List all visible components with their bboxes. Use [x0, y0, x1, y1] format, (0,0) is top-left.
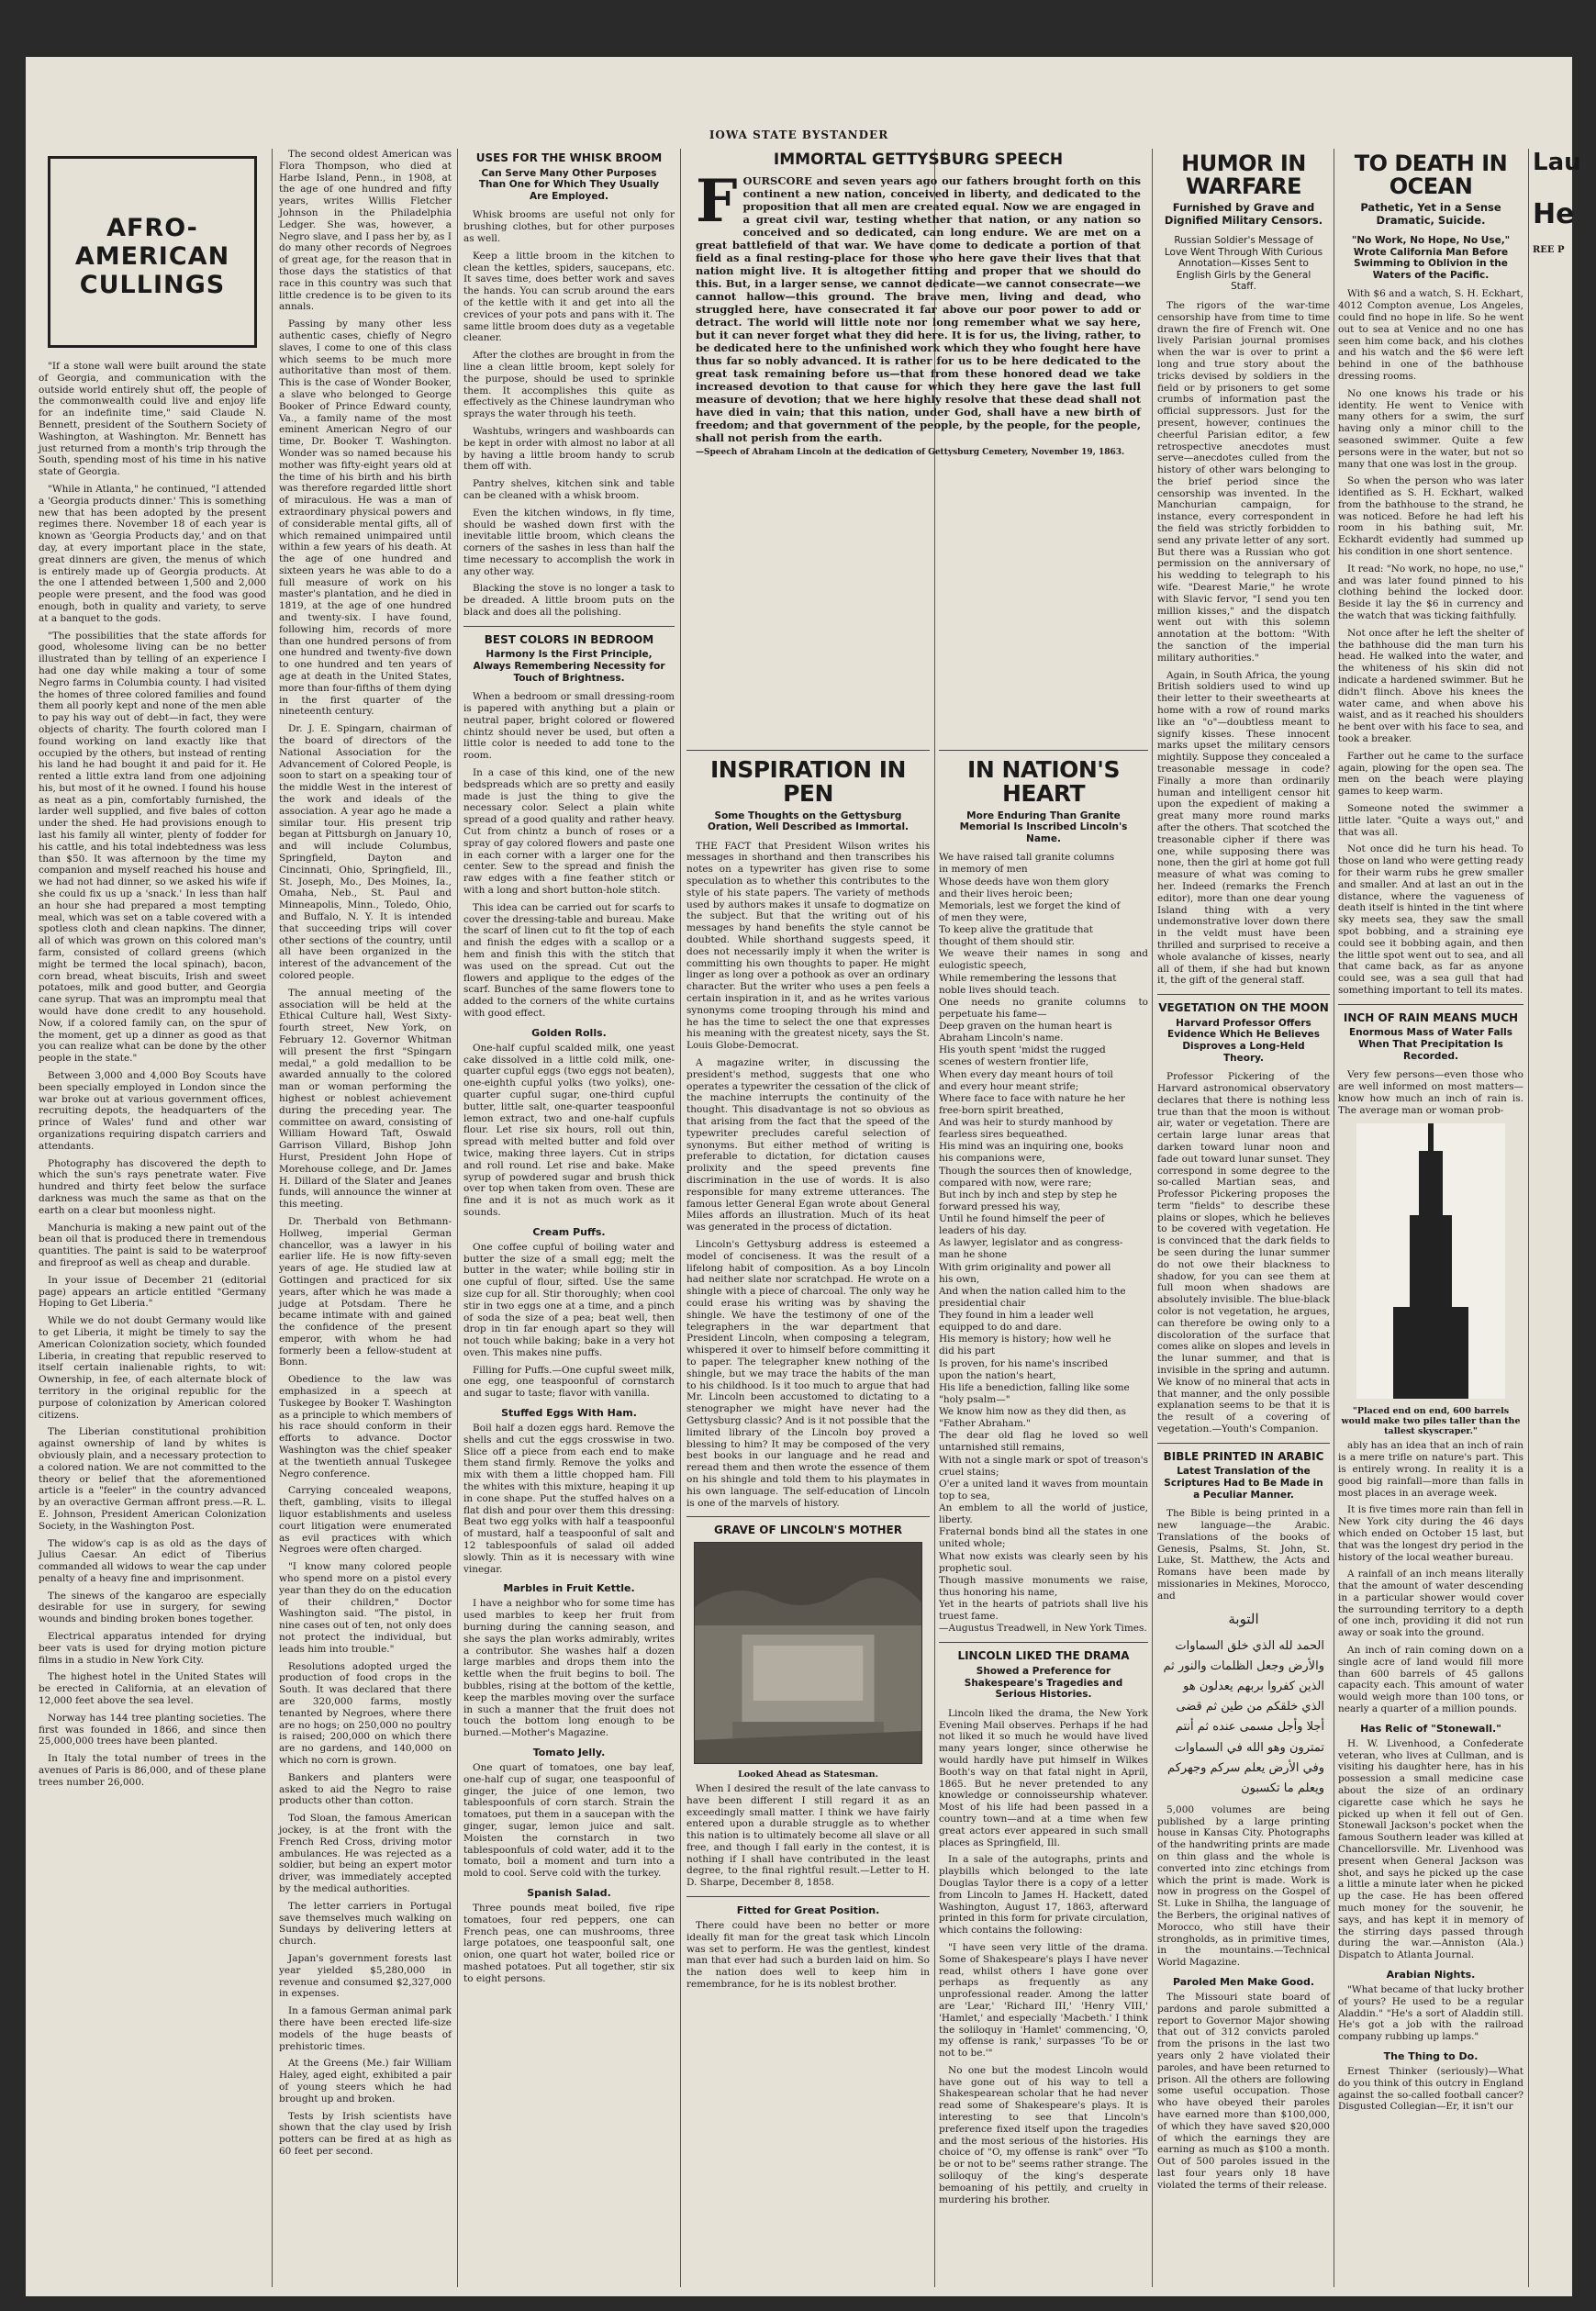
- paragraph: —Augustus Treadwell, in New York Times.: [939, 1623, 1147, 1635]
- paragraph: After the clothes are brought in from the line a clean little broom, kept solely for the purpose, should be used to sprinkle them. It accomplishes this quite as effectively as the Chinese laundryman who sprays the water through his teeth.: [463, 350, 675, 420]
- divider: [463, 626, 675, 627]
- edge-frag-2: He: [1533, 198, 1575, 230]
- paragraph: The annual meeting of the association will be held at the Ethical Culture hall, West Sixty-fourth street, New York, on February 12. Governor Whitman will present the first "Spingarn medal," a gold medallion to be awarded annually to the colored man or woman performing the highest or noblest achievement during the preceding year. The committee on award, consisting of William Howard Taft, Oswald Garrison Villard, Bishop John Hurst, President John Hope of Morehouse college, and Dr. James H. Dillard of the Slater and Jeanes funds, will announce the winner at this meeting.: [279, 987, 452, 1211]
- paragraph: In a famous German animal park there have been erected life-size models of the huge beasts of prehistoric times.: [279, 2005, 452, 2052]
- paragraph: Washtubs, wringers and washboards can be kept in order with almost no labor at all by having a little broom handy to scrub them off with.: [463, 425, 675, 473]
- paragraph: It read: "No work, no hope, no use," and was later found pinned to his clothing behind the locked door. Beside it lay the $6 in currency and the watch that was ticking faithfully.: [1338, 563, 1523, 622]
- paragraph: equipped to do and dare.: [939, 1322, 1062, 1334]
- paragraph: Whisk brooms are useful not only for brushing clothes, but for other purposes as well.: [463, 209, 675, 244]
- arabian-text: "What became of that lucky brother of yours? He used to be a regular Aladdin." "He's a sort of Aladdin still. He's got a job with the railroad company rubbing up lamps.": [1338, 1984, 1523, 2043]
- lincoln-drama-body: [939, 1708, 1148, 2206]
- bible-text: The Bible is being printed in a new language—the Arabic. Translations of the books of Genesis, Psalms, St. John, St. Luke, St. Matthew, the Acts and Romans have been made by missionaries in Mekines, Morocco, and: [1157, 1508, 1330, 1602]
- subhead-arabian: Arabian Nights.: [1386, 1969, 1476, 1981]
- newspaper-page: [26, 57, 1581, 2296]
- headline-best-colors: BEST COLORS IN BEDROOM: [484, 632, 654, 646]
- paragraph: A magazine writer, in discussing the president's method, suggests that one who operates a typewriter the cessation of the click of the machine interrupts the continuity of the thought. This disadvantage is not so obvious as that arising from the fact that the speed of the typewriter precludes careful selection of synonyms. But either method of writing is preferable to dictation, for dictation causes prolixity and the speed prevents fine discrimination in the use of words. It is also responsible for many extreme utterances. The famous letter General Egan wrote about General Miles affords an illustration. Much of its heat was generated in the process of dictation.: [686, 1057, 930, 1234]
- rain-body: [1338, 1440, 1523, 1715]
- column-rule: [1152, 149, 1153, 2287]
- deck-best-colors: Harmony Is the First Principle, Always Remembering Necessity for Touch of Brightness.: [473, 649, 665, 684]
- paragraph: While remembering the lessons that: [939, 972, 1117, 984]
- divider: [939, 1642, 1148, 1643]
- paragraph: forward pressed his way,: [939, 1200, 1061, 1212]
- paragraph: noble lives should teach.: [939, 984, 1060, 996]
- paragraph: Dr. J. E. Spingarn, chairman of the board of directors of the National Association for the Advancement of Colored People, is soon to start on a speaking tour of the middle West in the interest of the work and ideals of the association. A year ago he made a similar tour. His present trip began at Pittsburgh on January 10, and will include Columbus, Springfield, Dayton and Cincinnati, Ohio, Springfield, Ill., St. Joseph, Mo., Des Moines, Ia., Omaha, Neb., St. Paul and Minneapolis, Minn., Toledo, Ohio, and Buffalo, N. Y. It is intended that succeeding trips will cover other sections of the country, until all have been organized in the interest of the advancement of the colored people.: [279, 723, 452, 981]
- recipe-spanish-salad: Three pounds meat boiled, five ripe tomatoes, four red peppers, one can French peas, one can mushrooms, three large potatoes, one teaspoonful salt, one onion, one quart hot water, boiled rice or mashed potatoes. Put all together, stir six to eight persons.: [463, 1902, 675, 1984]
- column-4: [686, 750, 930, 2287]
- paragraph: Fraternal bonds bind all the states in one united whole;: [939, 1526, 1148, 1550]
- paragraph: In a case of this kind, one of the new bedspreads which are so pretty and easily made is just the thing to give the necessary color. Select a plain white spread of a good quality and rather heavy. Cut from chintz a bunch of roses or a spray of gay colored flowers and paste one in each corner with a larger one for the center. Sew to the spread and finish the raw edges with a fine feather stitch or with a long and short button-hole stitch.: [463, 767, 675, 896]
- headline-whisk-broom: USES FOR THE WHISK BROOM: [475, 151, 663, 164]
- paragraph: Someone noted the swimmer a little later. "Quite a ways out," and that was all.: [1338, 803, 1523, 838]
- divider: [939, 750, 1148, 751]
- paragraph: Resolutions adopted urged the production of food crops in the South. It was declared that there are 320,000 farms, mostly tenanted by Negroes, where there are no hogs; on 250,000 no poultry is raised; 200,000 on which there are no gardens, and 140,000 on which no corn is grown.: [279, 1660, 452, 1766]
- paragraph: In your issue of December 21 (editorial page) appears an article entitled "Germany Hoping to Get Liberia.": [39, 1274, 266, 1310]
- paragraph: Memorials, lest we forget the kind of: [939, 899, 1121, 911]
- arabic-sample: الحمد لله الذي خلق السماوات والأرض وجعل الظلمات والنور ثم الذين كفروا بربهم يعدلون هو الذي خلقكم من طين ثم قضى أجلا وأجل مسمى عنده ثم أنتم تمترون وهو الله في السماوات وفي الأرض يعلم سركم وجهركم ويعلم ما تكسبون: [1163, 1639, 1324, 1795]
- subhead-golden-rolls: Golden Rolls.: [531, 1026, 607, 1039]
- paragraph: To keep alive the gratitude that: [939, 924, 1093, 936]
- paragraph: Farther out he came to the surface again, plowing for the open sea. The men on the beach were playing games to keep warm.: [1338, 750, 1523, 798]
- paragraph: "I have seen very little of the drama. Some of Shakespeare's plays I have never read, whilst others I have gone over perhaps as frequently as any unprofessional reader. Among the latter are 'Lear,' 'Richard III,' 'Henry VIII,' 'Hamlet,' and especially 'Macbeth.' I think the soliloquy in 'Hamlet' commencing, 'O, my offense is rank,' surpasses 'To be or not to be.'": [939, 1941, 1148, 2060]
- paragraph: O'er a united land it waves from mountain top to sea,: [939, 1478, 1148, 1502]
- headline-inspiration-in-pen: INSPIRATION IN PEN: [710, 756, 906, 808]
- edge-frag-3: REE P: [1533, 245, 1565, 255]
- paragraph: Again, in South Africa, the young British soldiers used to wind up their letter to their sweethearts at home with a row of round marks like an "o"—doubtless meant to signify kisses. These innocent marks upset the military censors mightily. Suppose they concealed a treasonable message in code? Finally a more than ordinarily human and intelligent censor hit upon the expedient of making a great many more round marks after the others. That scotched the treasonable cipher if there was one, while supposing there was none, then the girl at home got full measure of what was coming to her. Indeed (remarks the French editor), more than one dear young Island thing with a very undemonstrative lover down there in the veldt must have been thrilled and surprised to receive a whole avalanche of kisses, nearly all of them, if she had but known it, the gift of the general staff.: [1157, 669, 1330, 987]
- recipe-stuffed-eggs: Boil half a dozen eggs hard. Remove the shells and cut the eggs crosswise in two. Slice off a piece from each end to make them stand firmly. Remove the yolks and mix with them a little chopped ham. Fill the whites with this mixture, heaping it up in cone shape. Put the stuffed halves on a flat dish and pour over them this dressing: Beat two egg yolks with half a teaspoonful of mustard, half a teaspoonful of salt and 12 tablespoonfuls of salad oil added slowly. Thin as it is necessary with wine vinegar.: [463, 1423, 675, 1575]
- paragraph: Abraham Lincoln's name.: [939, 1033, 1064, 1044]
- paragraph: When every day meant hours of toil: [939, 1068, 1113, 1080]
- paragraph: Though massive monuments we raise, thus honoring his name,: [939, 1574, 1148, 1598]
- rain-text-1: Very few persons—even those who are well informed on most matters—know how much an inch of rain is. The average man or woman prob-: [1338, 1069, 1523, 1116]
- paragraph: "Father Abraham.": [939, 1418, 1031, 1430]
- masthead: IOWA STATE BYSTANDER: [709, 128, 889, 141]
- paragraph: Pantry shelves, kitchen sink and table can be cleaned with a whisk broom.: [463, 478, 675, 501]
- gettysburg-speech: [696, 166, 1141, 458]
- paragraph: The dear old flag he loved so well untarnished still remains,: [939, 1430, 1148, 1454]
- column-3: [463, 149, 675, 2287]
- paragraph: "The possibilities that the state affords for good, wholesome living can be no better illustrated than by telling of an experience I had one day while making a tour of some Negro farms in Columbia county. I had visited the homes of three colored families and found them all poorly kept and none of the men able to pay his way out of debt—in fact, they were objects of charity. The fourth colored man I found working on land exactly like that occupied by the others, but instead of renting his land he had bought it and paid for it. He rented a little extra land from one adjoining his, but most of it he owned. I found his house as neat as a pin, comfortably furnished, the larder well supplied, and five bales of cotton under the shed. He had provisions enough to last his family all winter, plenty of fodder for his cattle, and his total indebtedness was less than $50. It was afternoon by the time my companion and myself reached his house and we had not had dinner, so we asked his wife if she could fix us up a 'snack.' In less than half an hour she had prepared a most tempting meal, which was set on a table covered with a spotless cloth and clean napkins. The dinner, all of which was grown on this colored man's farm, consisted of collard greens (which might be termed the local spinach), bacon, corn bread, wheat biscuits, Irish and sweet potatoes, milk and good butter, and Georgia cane syrup. That was an impromptu meal that would have done credit to any household. Now, if a colored family can, on the spur of the moment, get up a dinner as good as that you can realize what can be done by the other people in the state.": [39, 630, 266, 1065]
- bible-continued: [1157, 1804, 1330, 1969]
- best-colors-body: [463, 691, 675, 1020]
- paragraph: Bankers and planters were asked to aid the Negro to raise products other than cotton.: [279, 1771, 452, 1807]
- subhead-tomato-jelly: Tomato Jelly.: [532, 1747, 606, 1758]
- paragraph: No one but the modest Lincoln would have gone out of his way to tell a Shakespearean scholar that he had never read some of Shakespeare's plays. It is interesting to see that Lincoln's preference fixed itself upon the tragedies and the most serious of the histories. His choice of "O, my offense is rank" over "To be or not to be" seems rather strange. The soliloquy of the king's desperate bemoaning of his pettily, and cruelty in murdering his brother.: [939, 2064, 1148, 2205]
- paragraph: upon the nation's heart,: [939, 1369, 1056, 1381]
- edge-fragment: [1533, 149, 1581, 883]
- speech-attribution: —Speech of Abraham Lincoln at the dedication of Gettysburg Cemetery, November 19, 1863.: [696, 448, 1125, 458]
- paragraph: Tests by Irish scientists have shown that the clay used by Irish potters can be fired at as high as 60 feet per second.: [279, 2110, 452, 2157]
- drop-cap: F: [696, 166, 738, 236]
- deck-death-ocean-b: "No Work, No Hope, No Use," Wrote California Man Before Swimming to Oblivion in the Waters of the Pacific.: [1351, 234, 1511, 281]
- arabic-title: التوبة: [1228, 1610, 1259, 1627]
- paragraph: "holy psalm—": [939, 1393, 1010, 1405]
- column-1: [39, 149, 266, 2287]
- paragraph: The letter carriers in Portugal save themselves much walking on Sundays by delivering letters at church.: [279, 1900, 452, 1948]
- paragraph: His mind was an inquiring one, books: [939, 1141, 1123, 1153]
- tower-base: [1393, 1307, 1468, 1399]
- paragraph: Lincoln's Gettysburg address is esteemed a model of conciseness. It was the result of a lifelong habit of composition. As a boy Lincoln had neither slate nor scratchpad. He wrote on a shingle with a piece of charcoal. The only way he could erase his writing was by shaving the shingle. We have the testimony of one of the telegraphers in the war department that President Lincoln, when composing a telegram, whispered it over to himself before committing it to paper. The telegrapher knew nothing of the shingle, but we may trace the habits of the man to his childhood. Is it too much to argue that had Mr. Lincoln been accustomed to dictating to a stenographer we might have never had the Gettysburg classic? And is it not possible that the limited library of the Lincoln boy proved a blessing to him? It may be composed of the very best books in our language and he read and reread them and then wrote the essence of them on his shingle and told them to his playmates in his own language. The self-education of Lincoln is one of the marvels of history.: [686, 1238, 930, 1509]
- death-ocean-body: [1338, 288, 1523, 996]
- fitted-text: There could have been no better or more ideally fit man for the great task which Lincoln was set to perform. He was the gentlest, kindest man that ever had such a burden laid on him. So the nation does well to keep him in remembrance, for he is its noblest brother.: [686, 1920, 930, 1991]
- headline-nations-heart: IN NATION'S HEART: [967, 756, 1120, 808]
- paragraph: Photography has discovered the depth to which the sun's rays penetrate water. Five hundred and thirty feet below the surface darkness was much the same as that on the earth on a clear but moonless night.: [39, 1157, 266, 1216]
- paragraph: Until he found himself the peer of: [939, 1213, 1105, 1225]
- paragraph: and every hour meant strife;: [939, 1080, 1079, 1092]
- paragraph: And was heir to sturdy manhood by: [939, 1117, 1113, 1129]
- subhead-paroled: Paroled Men Make Good.: [1172, 1975, 1315, 1988]
- paragraph: But inch by inch and step by step he: [939, 1189, 1118, 1200]
- paragraph: They found in him a leader well: [939, 1310, 1094, 1322]
- paragraph: Not once after he left the shelter of the bathhouse did the man turn his head. He walked into the water, and the whiteness of his skin did not indicate a hardened swimmer. But he didn't flinch. Above his knees the water came, and when above his waist, and as it reached his shoulders he bent over with his face to sea, and took a breaker.: [1338, 627, 1523, 745]
- subhead-marbles: Marbles in Fruit Kettle.: [503, 1582, 635, 1595]
- paragraph: A rainfall of an inch means literally that the amount of water descending in a particular shower would cover the surrounding territory to a depth of one inch, providing it did not run away or soak into the ground.: [1338, 1569, 1523, 1639]
- paragraph: Even the kitchen windows, in fly time, should be washed down first with the inevitable little broom, which cleans the corners of the sashes in less than half the time necessary to accomplish the work in any other way.: [463, 507, 675, 577]
- paragraph: his companions were,: [939, 1153, 1045, 1165]
- paragraph: Manchuria is making a new paint out of the bean oil that is produced there in tremendous quantities. The paint is said to be waterproof and fireproof as well as cheap and durable.: [39, 1222, 266, 1268]
- paragraph: The widow's cap is as old as the days of Julius Caesar. An edict of Tiberius commanded all widows to wear the cap under penalty of a heavy fine and imprisonment.: [39, 1537, 266, 1584]
- paragraph: Tod Sloan, the famous American jockey, is at the front with the French Red Cross, driving motor ambulances. He was rejected as a soldier, but being an expert motor driver, was immediately accepted by the medical authorities.: [279, 1813, 452, 1894]
- headline-lincoln-drama: LINCOLN LIKED THE DRAMA: [957, 1649, 1130, 1663]
- paragraph: Not once did he turn his head. To those on land who were getting ready for their warm rubs he grew smaller and smaller. And at last an out in the distance, where the vagueness of death itself is hinted in the tint where sky meets sea, they saw the small spot bobbing, and a straining eye could see it bobbing again, and then the little spot went out to sea, and all that came back, as far as anyone could see, was a sea gull that had something important to tell its mates.: [1338, 843, 1523, 996]
- deck-lincoln-drama: Showed a Preference for Shakespeare's Tragedies and Serious Histories.: [964, 1666, 1123, 1701]
- paragraph: We know him now as they did then, as: [939, 1406, 1126, 1418]
- paragraph: Passing by many other less authentic cases, chiefly of Negro slaves, I come to one of this class which seems to be much more authoritative than most of them. This is the case of Wonder Booker, a slave who belonged to George Booker of Prince Edward county, Va., a family name of the most eminent American Negro of our time, Dr. Booker T. Washington. Wonder was so named because his mother was fifty-eight years old at the time of his birth and his birth was therefore regarded little short of miraculous. He was a man of extraordinary physical powers and of considerable mental gifts, all of which remained unimpaired until within a few years of his death. At the age of one hundred and sixteen years he was able to do a full measure of work on his master's plantation, and he died in 1819, at the age of one hundred and twenty-six. I have found, following him, records of more than one hundred persons of from one hundred and twenty-five down to one hundred and ten years of age at death in the United States, more than four-fifths of them dying in the first quarter of the nineteenth century.: [279, 318, 452, 718]
- paragraph: of men they were,: [939, 911, 1028, 923]
- paragraph: and their lives heroic been;: [939, 888, 1073, 899]
- recipe-cream-puffs: One coffee cupful of boiling water and butter the size of a small egg; melt the butter in the water; while boiling stir in one cupful of flour, sifted. Use the same size cup for all. Stir thoroughly; when cool stir in two eggs one at a time, and a pinch of soda the size of a pea; beat well, then drop in tin far enough apart so they will not touch while baking; bake in a very hot oven. This makes nine puffs.: [463, 1241, 675, 1358]
- edge-frag-1: Lau: [1533, 149, 1581, 176]
- paragraph: Electrical apparatus intended for drying beer vats is used for drying motion picture films in a studio in New York City.: [39, 1631, 266, 1666]
- vegetation-body: [1157, 1071, 1330, 1435]
- paragraph: in memory of men: [939, 864, 1028, 876]
- paragraph: "While in Atlanta," he continued, "I attended a 'Georgia products dinner.' This is something new that has been adopted by the present regimes there. November 18 of each year is known as 'Georgia Products day,' and on that day, at every important place in the state, great dinners are given, the menus of which is entirely made up of Georgia products. At the one I attended between 1,500 and 2,000 people were present, and the food was good enough, both in quality and variety, to serve at a banquet to the gods.: [39, 483, 266, 624]
- afro-american-cullings-box: [48, 156, 257, 348]
- column-rule: [1528, 149, 1529, 2287]
- paragraph: Yet in the hearts of patriots shall live his truest fame.: [939, 1599, 1148, 1623]
- headline-inch-rain: INCH OF RAIN MEANS MUCH: [1343, 1010, 1519, 1024]
- subhead-spanish-salad: Spanish Salad.: [527, 1886, 611, 1899]
- deck-death-ocean: Pathetic, Yet in a Sense Dramatic, Suicide.: [1360, 201, 1501, 228]
- deck-bible-arabic: Latest Translation of the Scriptures Had to Be Made in a Peculiar Manner.: [1164, 1466, 1323, 1501]
- paragraph: presidential chair: [939, 1297, 1026, 1309]
- deck-inspiration: Some Thoughts on the Gettysburg Oration, Well Described as Immortal.: [707, 809, 910, 833]
- subhead-thing-to-do: The Thing to Do.: [1383, 2049, 1479, 2062]
- paragraph: man he shone: [939, 1249, 1008, 1261]
- divider: [686, 750, 930, 751]
- deck-nations-heart: More Enduring Than Granite Memorial Is Inscribed Lincoln's Name.: [959, 809, 1128, 844]
- paragraph: Dr. Therbald von Bethmann-Hollweg, imperial German chancellor, was a lawyer in his earlier life. He is now fifty-seven years of age. He studied law at Gottingen and practiced for six years, after which he was made a judge at Potsdam. There he became intimate with and gained the confidence of the present emperor, with whom he had formerly been a fellow-student at Bonn.: [279, 1215, 452, 1368]
- speech-text: OURSCORE and seven years ago our fathers brought forth on this continent a new nation, conceived in liberty, and dedicated to the proposition that all men are created equal. Now we are engaged in a great civil war, testing whether that nation, or any nation so conceived and so dedicated, can long endure. We are met on a great battlefield of that war. We have come to dedicate a portion of that field as a final resting-place for those who here gave their lives that that nation might live. It is altogether fitting and proper that we should do this. But, in a larger sense, we cannot dedicate—we cannot consecrate—we cannot hallow—this ground. The brave men, living and dead, who struggled here, have consecrated it far above our poor power to add or detract. The world will little note nor long remember what we say here, but it can never forget what they did here. It is for us, the living, rather, to be dedicated here to the unfinished work which they who fought here have thus far so nobly advanced. It is rather for us to be here dedicated to the great task remaining before us—that from these honored dead we take increased devotion to that cause for which they here gave the last full measure of devotion; that we here highly resolve that these dead shall not have died in vain; that this nation, under God, shall have a new birth of freedom; and that government of the people, by the people, for the people, shall not perish from the earth.: [696, 173, 1141, 445]
- paragraph: Professor Pickering of the Harvard astronomical observatory declares that there is nothing less true than that the moon is without air, water or vegetation. There are certain large lunar areas that darken toward lunar noon and fade out toward lunar sunset. They correspond in some degree to the so-called Martian seas, and Professor Pickering proposes the term "fields" to describe these plains or slopes, which he believes to be covered with vegetation. He is convinced that the dark fields to be seen during the lunar summer do not owe their blackness to shadow, for you can see them at full moon when shadows are absolutely invisible. The blue-black color is not vegetation, he argues, can therefore be owing only to a discoloration of the surface that comes alike on slopes and levels in the lunar summer, and that is invisible in the spring and autumn. We know of no mineral that acts in that manner, and the only possible explanation seems to be that it is the result of a covering of vegetation.—Youth's Companion.: [1157, 1071, 1330, 1435]
- divider: [686, 1896, 930, 1897]
- divider: [1157, 1443, 1330, 1444]
- gettysburg-block: [686, 149, 1150, 745]
- headline-grave-mother: GRAVE OF LINCOLN'S MOTHER: [714, 1524, 902, 1537]
- paragraph: Is proven, for his name's inscribed: [939, 1357, 1109, 1369]
- divider: [1157, 994, 1330, 995]
- divider: [686, 1516, 930, 1517]
- paragraph: His memory is history; how well he: [939, 1334, 1111, 1345]
- column-rule: [680, 149, 681, 2287]
- paragraph: While we do not doubt Germany would like to get Liberia, it might be timely to say the American Colonization society, which founded Liberia, in creating that republic reserved to itself certain inalienable rights, to wit: Ownership, in fee, of each alternate block of territory in the original republic for the purpose of colonization by American colored citizens.: [39, 1315, 266, 1421]
- subhead-stuffed-eggs: Stuffed Eggs With Ham.: [501, 1407, 637, 1420]
- paragraph: And when the nation called him to the: [939, 1285, 1126, 1297]
- paragraph: The sinews of the kangaroo are especially desirable for use in surgery, for sewing wounds and binding broken bones together.: [39, 1590, 266, 1625]
- paragraph: In a sale of the autographs, prints and playbills which belonged to the late Douglas Taylor there is a copy of a letter from Lincoln to James H. Hackett, dated Washington, August 17, 1863, afterward printed in this form for private circulation, which contains the following:: [939, 1854, 1148, 1937]
- paragraph: With $6 and a watch, S. H. Eckhart, 4012 Compton avenue, Los Angeles, could find no hope in life. So he went out to sea at Venice and no one has seen him come back, and his clothes and his watch and the $6 were left behind in one of the bathhouse dressing rooms.: [1338, 288, 1523, 382]
- paragraph: What now exists was clearly seen by his prophetic soul.: [939, 1550, 1148, 1574]
- skyscraper-illustration: [1356, 1123, 1505, 1399]
- paragraph: Carrying concealed weapons, theft, gambling, visits to illegal liquor establishments and useless court litigation were enumerated as evil practices with which Negroes were often charged.: [279, 1485, 452, 1556]
- deck-vegetation: Harvard Professor Offers Evidence Which He Believes Disproves a Long-Held Theory.: [1167, 1017, 1320, 1064]
- grave-photo: [694, 1542, 922, 1764]
- paragraph: As lawyer, legislator and as congress-: [939, 1237, 1123, 1249]
- paragraph: THE FACT that President Wilson writes his messages in shorthand and then transcribes his notes on a typewriter has given rise to some speculation as to whether this contributes to the style of his state papers. The variety of methods used by authors makes it unsafe to dogmatize on the subject. But that the writing out of his messages by hand benefits the style cannot be doubted. While shorthand suggests speed, it does not necessarily imply it when the writer is committing his own thoughts to paper. He might linger as long over a pothook as over an ordinary character. But the writer who uses a pen feels a certain inspiration in it, and as he writes various synonyms come trooping through his mind and he has the time to select the one that expresses his meaning with the greatest nicety, says the St. Louis Globe-Democrat.: [686, 840, 930, 1052]
- paroled-text: The Missouri state board of pardons and parole submitted a report to Governor Major showing that out of 312 convicts paroled from the prisons in the last two years only 2 have violated their paroles, and have been returned to prison. All the others are following some useful occupation. Those who have obeyed their paroles have earned more than $100,000, of which they have saved $20,000 of which the earnings they are earning as much as $100 a month. Out of 500 paroles issued in the last four years only 18 have violated the terms of their release.: [1157, 1991, 1330, 2191]
- thing-to-do-text: Ernest Thinker (seriously)—What do you think of this outcry in England against the so-called football cancer? Disgusted Collegian—Er, it isn't our: [1338, 2065, 1523, 2113]
- caption-tower: "Placed end on end, 600 barrels would make two piles taller than the tallest skyscraper.": [1341, 1406, 1521, 1437]
- statesman-text: When I desired the result of the late canvass to have been different I still regard it as an exceedingly small matter. I think we have fairly entered upon a durable struggle as to whether this nation is to ultimately become all slave or all free, and though I fall early in the contest, it is nothing if I shall have contributed in the least degree, to the final rightful result.—Letter to H. D. Sharpe, December 8, 1858.: [686, 1782, 930, 1889]
- paragraph: Norway has 144 tree planting societies. The first was founded in 1866, and since then 25,000,000 trees have been planted.: [39, 1712, 266, 1747]
- paragraph: The highest hotel in the United States will be erected in California, at an elevation of 12,000 feet above the sea level.: [39, 1671, 266, 1707]
- paragraph: With not a single mark or spot of treason's cruel stains;: [939, 1454, 1148, 1478]
- deck-humor-warfare: Furnished by Grave and Dignified Military Censors.: [1164, 201, 1323, 228]
- recipe-tomato-jelly: One quart of tomatoes, one bay leaf, one-half cup of sugar, one teaspoonful of ginger, the juice of one lemon, two tablespoonfuls of corn starch. Strain the tomatoes, put them in a saucepan with the ginger, sugar, lemon juice and salt. Moisten the cornstarch in two tablespoonfuls of cold water, add it to the tomato, boil a moment and turn into a mold to cool. Serve cold with the turkey.: [463, 1762, 675, 1880]
- subhead-relic: Has Relic of "Stonewall.": [1360, 1722, 1501, 1735]
- paragraph: Blacking the stove is no longer a task to be dreaded. A little broom puts on the black and does all the polishing.: [463, 583, 675, 619]
- paragraph: So when the person who was later identified as S. H. Eckhart, walked from the bathhouse to the strand, he was noticed. Before he had left his room in his bathing suit, Mr. Eckhardt evidently had summed up his condition in one short sentence.: [1338, 475, 1523, 558]
- paragraph: Deep graven on the human heart is: [939, 1021, 1112, 1033]
- paragraph: scenes of western frontier life,: [939, 1056, 1089, 1068]
- deck-humor-warfare-b: Russian Soldier's Message of Love Went Through With Curious Annotation—Kisses Sent to English Girls by the General Staff.: [1164, 234, 1323, 293]
- paragraph: The Liberian constitutional prohibition against ownership of land by whites is obviously plain, and a necessary protection to a colored nation. We are not committed to the theory or belief that the aforementioned article is a "feeler" in the country advanced by an overactive German affront press.—R. L. E. Johnson, President American Colonization Society, in the Washington Post.: [39, 1426, 266, 1532]
- paragraph: When a bedroom or small dressing-room is papered with anything but a plain or neutral paper, bright colored or flowered chintz should never be used, but often a little color is needed to add tone to the room.: [463, 691, 675, 762]
- column-rule: [457, 149, 458, 2287]
- deck-whisk-broom: Can Serve Many Other Purposes Than One for Which They Usually Are Employed.: [478, 167, 660, 202]
- headline-death-ocean: TO DEATH IN OCEAN: [1354, 151, 1508, 200]
- paragraph: This idea can be carried out for scarfs to cover the dressing-table and bureau. Make the scarf of linen cut to fit the top of each and finish the edges with a scallop or a hem and finish this with the stitch that was used on the spread. Cut out the flowers and applique to the edges of the scarf. Bunches of the same flowers tone to added to the corners of the white curtains with good effect.: [463, 901, 675, 1019]
- paragraph: Though the sources then of knowledge,: [939, 1165, 1133, 1177]
- tip-marbles: I have a neighbor who for some time has used marbles to keep her fruit from burning during the canning season, and she says the plan works admirably, writes a contributor. She washes half a dozen large marbles and drops them into the kettle when the fruit begins to boil. The bubbles, rising at the bottom of the kettle, keep the marbles moving over the surface in such a manner that the fruit does not touch the bottom long enough to be burned.—Mother's Magazine.: [463, 1598, 675, 1739]
- headline-humor-warfare: HUMOR IN WARFARE: [1181, 151, 1306, 200]
- paragraph: His youth spent 'midst the rugged: [939, 1044, 1106, 1056]
- poem-nations-heart: [939, 852, 1148, 1635]
- tower-spire: [1428, 1123, 1434, 1155]
- paragraph: Where face to face with nature he her: [939, 1092, 1125, 1104]
- subhead-cream-puffs: Cream Puffs.: [532, 1225, 606, 1238]
- paragraph: did his part: [939, 1345, 996, 1357]
- paragraph: In Italy the total number of trees in the avenues of Paris is 86,000, and of these plane trees number 26,000.: [39, 1753, 266, 1788]
- headline-gettysburg: IMMORTAL GETTYSBURG SPEECH: [773, 151, 1064, 169]
- relic-text: H. W. Livenhood, a Confederate veteran, who lives at Cullman, and is visiting his daughter here, has in his possession a small medicine case about the size of an ordinary cigarette case which he says he picked up when it fell out of Gen. Stonewall Jackson's pocket when the famous Southern leader was killed at Chancellorsville. Mr. Livenhood was present when General Jackson was shot, and says he picked up the case a little a minute later when he picked up the case. He has been offered much money for the souvenir, he says, and has kept it in memory of the stirring days passed through during the war.—Anniston (Ala.) Dispatch to Atlanta Journal.: [1338, 1737, 1523, 1961]
- divider: [1338, 1004, 1523, 1005]
- paragraph: leaders of his day.: [939, 1225, 1027, 1237]
- paragraph: We weave their names in song and eulogistic speech,: [939, 948, 1148, 972]
- paragraph: With grim originality and power all: [939, 1261, 1111, 1273]
- paragraph: his own,: [939, 1273, 980, 1285]
- headline-afro-american-cullings: AFRO-AMERICAN CULLINGS: [74, 214, 230, 299]
- paragraph: Between 3,000 and 4,000 Boy Scouts have been specially employed in London since the war broke out at various government offices, recruiting depots, the headquarters of the prince of Wales' fund and other war organizations requiring dispatch carriers and attendants.: [39, 1070, 266, 1152]
- humor-warfare-body: [1157, 300, 1330, 987]
- paragraph: Whose deeds have won them glory: [939, 876, 1110, 888]
- paragraph: Lincoln liked the drama, the New York Evening Mail observes. Perhaps if he had not liked it so much he would have lived many years longer, since otherwise he would hardly have put himself in Wilkes Booth's way on that fatal night in April, 1865. But he never pretended to any knowledge or connoisseurship whatever. Most of his life had been passed in a country town—and at a time when few great actors ever appeared in such small places as Springfield, Ill.: [939, 1707, 1148, 1848]
- column-2: [279, 149, 452, 2287]
- paragraph: The second oldest American was Flora Thompson, who died at Harbe Island, Penn., in 1908, at the age of one hundred and fifty years, writes Willis Fletcher Johnson in the Philadelphia Ledger. She was, however, a Negro slave, and I pass her by, as I do many other records of Negroes of great age, for the reason that in those days the statistics of that race in this country was such that little credence is to be given to its annals.: [279, 149, 452, 313]
- column-6: [1157, 149, 1330, 2287]
- paragraph: ably has an idea that an inch of rain is a mere trifle on nature's part. This is entirely wrong. In reality it is a good big rainfall—more than falls in most places in an average week.: [1338, 1440, 1523, 1499]
- headline-bible-arabic: BIBLE PRINTED IN ARABIC: [1163, 1449, 1324, 1463]
- paragraph: Keep a little broom in the kitchen to clean the kettles, spiders, saucepans, etc. It saves time, does better work and saves the hands. You can scrub around the ears of the kettle with it and get into all the crevices of your pots and pans with it. The same little broom does duty as a vegetable cleaner.: [463, 250, 675, 344]
- paragraph: No one knows his trade or his identity. He went to Venice with many others for a swim, the surf having only a minor chill to the seasoned swimmer. Quite a few persons were in the water, but not so many that one was lost in the group.: [1338, 387, 1523, 470]
- caption-statesman: Looked Ahead as Statesman.: [738, 1769, 878, 1780]
- col1-articles: [39, 361, 266, 1789]
- paragraph: thought of them should stir.: [939, 936, 1075, 948]
- column-7: [1338, 149, 1523, 2287]
- recipe-golden-rolls: One-half cupful scalded milk, one yeast cake dissolved in a little cold milk, one-quarter cupful eggs (two eggs not beaten), one-eighth cupful yolks (two yolks), one-quarter cupful sugar, one-third cupful butter, little salt, one-quarter teaspoonful lemon extract, two and one-half cupfuls flour. Let rise six hours, roll out thin, spread with melted butter and fold over twice, making three layers. Cut in strips and roll round. Let rise and bake. Make syrup of powdered sugar and brush thick over top when taken from oven. These are fine and it is not as much work as it sounds.: [463, 1042, 675, 1218]
- paragraph: His life a benediction, falling like some: [939, 1381, 1130, 1393]
- paragraph: The rigors of the war-time censorship have from time to time drawn the fire of French wit. One lively Parisian journal promises when the war is over to print a long and true story about the tricks devised by soldiers in the field or by prisoners to get some crumbs of information past the official suppressors. Just for the present, however, continues the cheerful Parisian editor, a few retrospective anecdotes must serve—anecdotes culled from the history of other wars belonging to the brief period since the censorship was invented. In the Manchurian campaign, for instance, every correspondent in the field was strictly forbidden to send any private letter of any sort. But there was a Russian who got permission on the anniversary of his wedding to telegraph to his wife. "Dearest Marie," he wrote with Slavic fervor, "I send you ten million kisses," and the dispatch went out with this solemn annotation at the bottom: "With the sanction of the imperial military authorities.": [1157, 299, 1330, 664]
- recipe-filling: Filling for Puffs.—One cupful sweet milk, one egg, one teaspoonful of cornstarch and sugar to taste; flavor with vanilla.: [463, 1364, 675, 1400]
- paragraph: Japan's government forests last year yielded $5,280,000 in revenue and consumed $2,327,000 in expenses.: [279, 1952, 452, 2000]
- paragraph: One needs no granite columns to perpetuate his fame—: [939, 996, 1148, 1020]
- headline-vegetation-moon: VEGETATION ON THE MOON: [1158, 1001, 1329, 1015]
- paragraph: free-born spirit breathed,: [939, 1104, 1064, 1116]
- paragraph: We have raised tall granite columns: [939, 852, 1115, 864]
- col2-articles: [279, 149, 452, 2158]
- column-5: [939, 750, 1148, 2287]
- paragraph: 5,000 volumes are being published by a large printing house in Kansas City. Photographs of the handwriting prints are made on thin glass and the whole is converted into zinc etchings from which the print is made. Work is now in progress on the Gospel of St. Luke in Shilha, the language of the Berbers, the original natives of Morocco, who still have their strongholds, as in primitive times, in the mountains.—Technical World Magazine.: [1157, 1803, 1330, 1969]
- paragraph: An emblem to all the world of justice, liberty.: [939, 1502, 1148, 1526]
- paragraph: fearless sires bequeathed.: [939, 1129, 1067, 1141]
- paragraph: compared with now, were rare;: [939, 1177, 1092, 1189]
- subhead-fitted: Fitted for Great Position.: [736, 1904, 880, 1917]
- paragraph: An inch of rain coming down on a single acre of land would fill more than 600 barrels of 45 gallons capacity each. This amount of water would weigh more than 100 tons, or nearly a quarter of a million pounds.: [1338, 1645, 1523, 1715]
- whisk-broom-body: [463, 209, 675, 619]
- grave-photo-illustration: [695, 1543, 921, 1763]
- paragraph: "If a stone wall were built around the state of Georgia, and communication with the outside world entirely shut off, the people of the commonwealth could live and enjoy life for an indefinite time," said Claude N. Bennett, president of the Southern Society of Washington, at Washington. Mr. Bennett has just returned from a month's trip through the South, spending most of his time in his native state of Georgia.: [39, 361, 266, 478]
- paragraph: At the Greens (Me.) fair William Haley, aged eight, exhibited a pair of young steers which he had brought up and broken.: [279, 2058, 452, 2104]
- paragraph: Obedience to the law was emphasized in a speech at Tuskegee by Booker T. Washington as a principle to which members of his race should conform in their efforts to advance. Doctor Washington was the chief speaker at the twentieth annual Tuskegee Negro conference.: [279, 1374, 452, 1479]
- paragraph: "I know many colored people who spend more on a pistol every year than they do on the education of their children," Doctor Washington said. "The pistol, in nine cases out of ten, not only does not protect the individual, but leads him into trouble.": [279, 1561, 452, 1655]
- column-rule: [272, 149, 273, 2287]
- inspiration-body: [686, 841, 930, 1510]
- deck-inch-rain: Enormous Mass of Water Falls When That Precipitation Is Recorded.: [1348, 1027, 1513, 1062]
- paragraph: It is five times more rain than fell in New York city during the 46 days which ended on October 15 last, but that was the longest dry period in the history of the local weather bureau.: [1338, 1504, 1523, 1563]
